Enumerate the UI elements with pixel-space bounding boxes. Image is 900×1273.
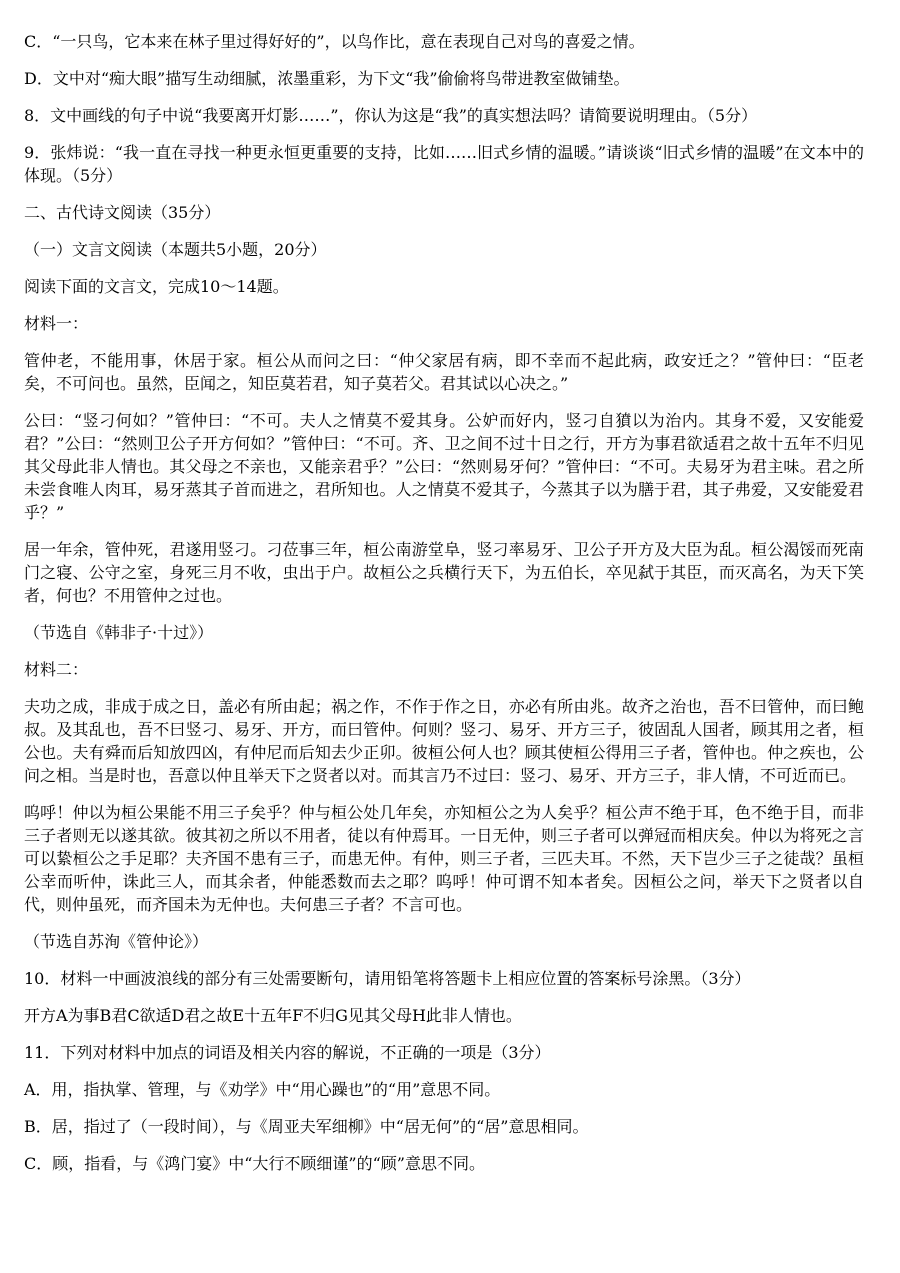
option-7c: C．“一只鸟，它本来在林子里过得好好的”，以鸟作比，意在表现自己对鸟的喜爱之情。 (24, 32, 645, 51)
material-2-paragraph-2: 呜呼！仲以为桓公果能不用三子矣乎？仲与桓公处几年矣，亦知桓公之为人矣乎？桓公声不绝于耳，色不绝于目，而非三子者则无以遂其欲。彼其初之所以不用者，徒以有仲焉耳。一日无仲，则三子者可以弹冠而相庆矣。仲以为将死之言可以絷桓公之手足耶？夫齐国不患有三子，而患无仲。有仲，则三子者，三匹夫耳。不然，天下岂少三子之徒哉？虽桓公幸而听仲，诛此三人，而其余者，仲能悉数而去之耶？呜呼！仲可谓不知本者矣。因桓公之问，举天下之贤者以自代，则仲虽死，而齐国未为无仲也。夫何患三子者？不言可也。 (24, 803, 864, 914)
question-10-options: 开方A为事B君C欲适D君之故E十五年F不归G见其父母H此非人情也。 (24, 1006, 522, 1025)
option-11c: C．顾，指看，与《鸿门宴》中“大行不顾细谨”的“顾”意思不同。 (24, 1154, 485, 1173)
question-9: 9．张炜说：“我一直在寻找一种更永恒更重要的支持，比如……旧式乡情的温暖。”请谈谈“旧式乡情的温暖”在文本中的体现。（5分） (24, 143, 864, 185)
question-8: 8．文中画线的句子中说“我要离开灯影……”，你认为这是“我”的真实想法吗？请简要说明理由。（5分） (24, 106, 758, 125)
material-1-source: （节选自《韩非子·十过》） (24, 623, 214, 642)
option-11b: B．居，指过了（一段时间），与《周亚夫军细柳》中“居无何”的“居”意思相同。 (24, 1117, 589, 1136)
reading-instruction: 阅读下面的文言文，完成10～14题。 (24, 277, 289, 296)
material-2-paragraph-1: 夫功之成，非成于成之日，盖必有所由起；祸之作，不作于作之日，亦必有所由兆。故齐之治也，吾不曰管仲，而曰鲍叔。及其乱也，吾不曰竖刁、易牙、开方，而曰管仲。何则？竖刁、易牙、开方三子，彼固乱人国者，顾其用之者，桓公也。夫有舜而后知放四凶，有仲尼而后知去少正卯。彼桓公何人也？顾其使桓公得用三子者，管仲也。仲之疾也，公问之相。当是时也，吾意以仲且举天下之贤者以对。而其言乃不过曰：竖刁、易牙、开方三子，非人情，不可近而已。 (24, 697, 864, 785)
option-7d: D．文中对“痴大眼”描写生动细腻，浓墨重彩，为下文“我”偷偷将鸟带进教室做铺垫。 (24, 69, 630, 88)
material-2-source: （节选自苏洵《管仲论》） (24, 932, 209, 951)
material-1-paragraph-1: 管仲老，不能用事，休居于家。桓公从而问之曰：“仲父家居有病，即不幸而不起此病，政安迁之？”管仲曰：“臣老矣，不可问也。虽然，臣闻之，知臣莫若君，知子莫若父。君其试以心决之。” (24, 351, 864, 393)
question-11: 11．下列对材料中加点的词语及相关内容的解说，不正确的一项是（3分） (24, 1043, 551, 1062)
document-page (24, 30, 864, 1189)
option-11a: A．用，指执掌、管理，与《劝学》中“用心躁也”的“用”意思不同。 (24, 1080, 501, 1099)
subsection-heading-wenyanwen: （一）文言文阅读（本题共5小题，20分） (24, 240, 327, 259)
material-1-paragraph-2: 公曰：“竖刁何如？”管仲曰：“不可。夫人之情莫不爱其身。公妒而好内，竖刁自獖以为治内。其身不爱，又安能爱君？”公曰：“然则卫公子开方何如？”管仲曰：“不可。齐、卫之间不过十日之行，开方为事君欲适君之故十五年不归见其父母此非人情也。其父母之不亲也，又能亲君乎？”公曰：“然则易牙何？”管仲曰：“不可。夫易牙为君主味。君之所未尝食唯人肉耳，易牙蒸其子首而进之，君所知也。人之情莫不爱其子，今蒸其子以为膳于君，其子弗爱，又安能爱君乎？” (24, 411, 864, 522)
question-10: 10．材料一中画波浪线的部分有三处需要断句，请用铅笔将答题卡上相应位置的答案标号涂黑。（3分） (24, 969, 751, 988)
section-heading-classical: 二、古代诗文阅读（35分） (24, 203, 221, 222)
material-1-label: 材料一： (24, 314, 89, 333)
material-2-label: 材料二： (24, 660, 89, 679)
material-1-paragraph-3: 居一年余，管仲死，君遂用竖刁。刁莅事三年，桓公南游堂阜，竖刁率易牙、卫公子开方及大臣为乱。桓公渴馁而死南门之寝、公守之室，身死三月不收，虫出于户。故桓公之兵横行天下，为五伯长，卒见弑于其臣，而灭高名，为天下笑者，何也？不用管仲之过也。 (24, 540, 864, 605)
